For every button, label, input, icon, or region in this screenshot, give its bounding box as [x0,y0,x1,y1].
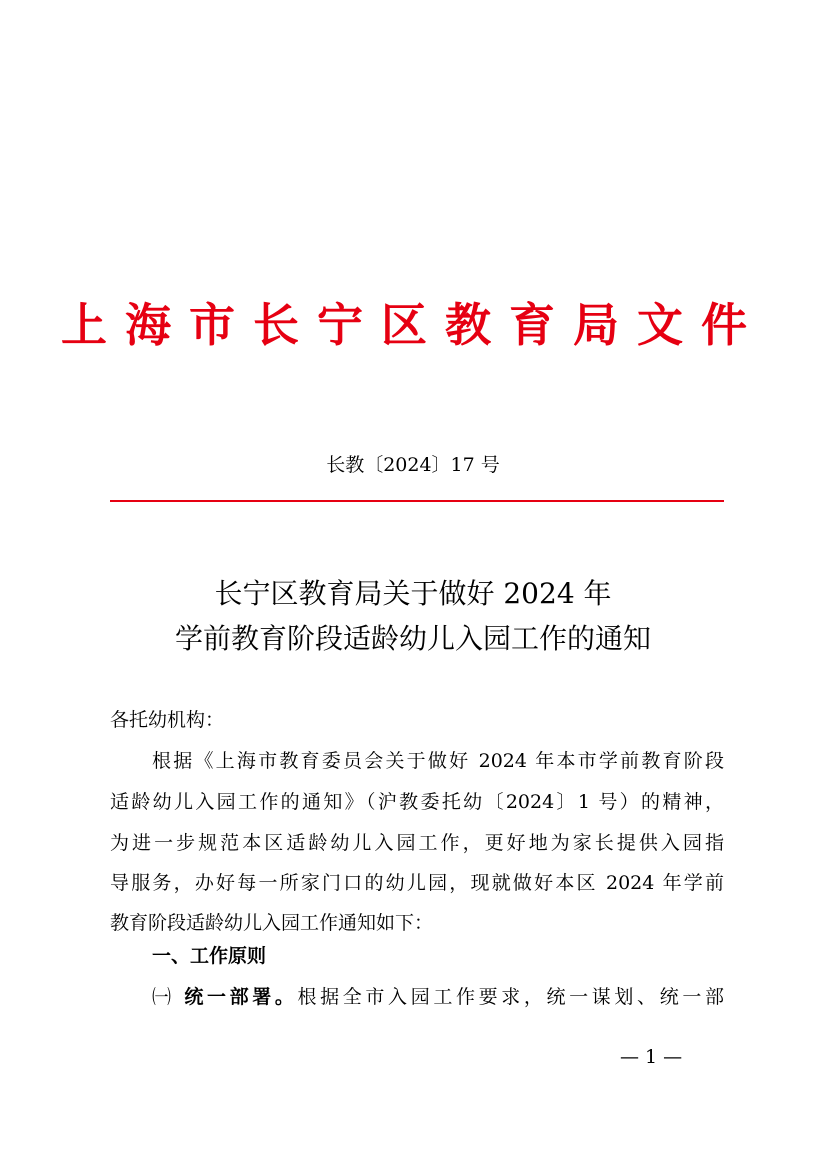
paragraph-1-line-3: 为进一步规范本区适龄幼儿入园工作，更好地为家长提供入园指 [110,832,724,854]
document-number: 长教〔2024〕17 号 [326,454,500,476]
page-number: — 1 — [620,1046,683,1068]
item-1-marker: ㈠ [152,986,175,1008]
document-title-line-1: 长宁区教育局关于做好 2024 年 [214,577,612,610]
document-title-line-2: 学前教育阶段适龄幼儿入园工作的通知 [174,622,651,655]
salutation: 各托幼机构： [110,709,225,731]
paragraph-1-line-2: 适龄幼儿入园工作的通知》（沪教委托幼〔2024〕1 号）的精神， [110,791,724,813]
item-1-line [152,983,724,1011]
section-1-heading: 一、工作原则 [152,945,267,967]
paragraph-1-line-1: 根据《上海市教育委员会关于做好 2024 年本市学前教育阶段 [152,750,724,772]
document-masthead: 上海市长宁区教育局文件 [61,298,765,352]
item-1-text: 根据全市入园工作要求，统一谋划、统一部 [297,986,724,1008]
paragraph-1-line-5: 教育阶段适龄幼儿入园工作通知如下： [110,912,434,934]
item-1-bold-lead: 统一部署。 [184,986,298,1008]
paragraph-1-line-4: 导服务，办好每一所家门口的幼儿园，现就做好本区 2024 年学前 [110,872,724,894]
red-separator-line [110,500,724,502]
